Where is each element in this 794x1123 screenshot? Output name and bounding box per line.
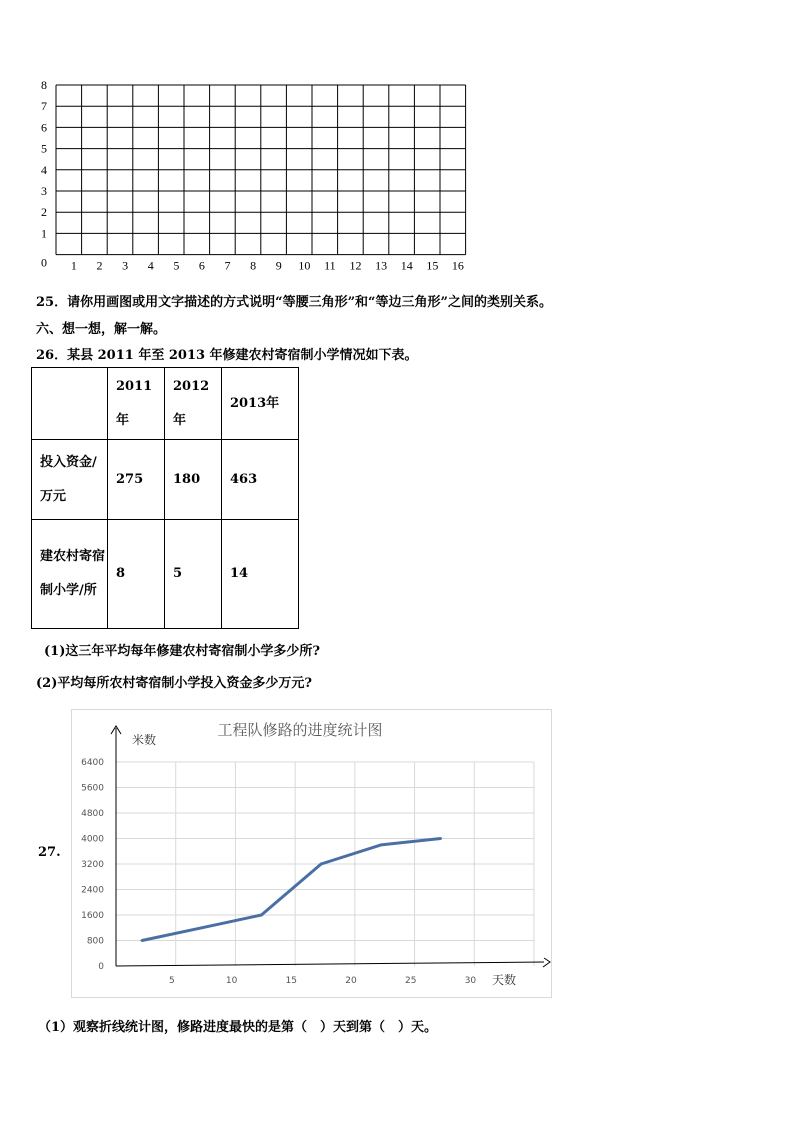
table-header-2011: 2011年 <box>108 368 165 440</box>
table-row <box>32 440 299 520</box>
question-26-sub1: (1)这三年平均每年修建农村寄宿制小学多少所? <box>44 644 320 659</box>
y-tick-label: 1600 <box>81 911 104 921</box>
progress-line-chart <box>71 709 552 998</box>
question-26: 26．某县 2011 年至 2013 年修建农村寄宿制小学情况如下表。 <box>36 348 418 363</box>
x-axis-arrow <box>543 958 550 967</box>
y-tick-label: 800 <box>86 936 104 947</box>
grid-x-label: 16 <box>451 258 464 273</box>
y-tick-label: 4800 <box>81 809 104 819</box>
grid-lines <box>56 85 466 255</box>
grid-x-label: 7 <box>224 258 231 273</box>
y-axis-label: 米数 <box>132 733 157 747</box>
x-axis-label: 天数 <box>492 973 517 987</box>
grid-x-label: 4 <box>147 258 154 273</box>
grid-x-label: 14 <box>400 258 413 273</box>
grid-y-label: 0 <box>41 255 47 270</box>
grid-x-label: 15 <box>426 258 439 273</box>
grid-y-label: 8 <box>41 78 47 92</box>
grid-x-label: 3 <box>122 258 129 273</box>
row-label-schools: 建农村寄宿制小学/所 <box>32 520 108 629</box>
grid-x-label: 6 <box>198 258 205 273</box>
table-corner-cell <box>32 368 108 440</box>
section-heading: 六、想一想，解一解。 <box>36 322 167 337</box>
y-tick-label: 5600 <box>81 783 104 794</box>
grid-x-label: 5 <box>173 258 180 273</box>
grid-x-labels <box>71 259 464 273</box>
x-tick-label: 20 <box>345 976 357 986</box>
row-label-funding: 投入资金/万元 <box>32 440 108 520</box>
question-26-sub2: (2)平均每所农村寄宿制小学投入资金多少万元? <box>36 676 312 691</box>
table-cell: 5 <box>165 520 222 629</box>
question-27-sub1: （1）观察折线统计图，修路进度最快的是第（ ）天到第（ ）天。 <box>38 1020 438 1035</box>
table-header-2012: 2012年 <box>165 368 222 440</box>
x-tick-label: 10 <box>225 976 238 986</box>
y-tick-label: 3200 <box>81 860 104 870</box>
chart-tick-labels <box>81 758 476 986</box>
grid-y-label: 7 <box>41 99 47 114</box>
grid-y-label: 5 <box>41 141 47 156</box>
grid-x-label: 12 <box>349 258 362 273</box>
grid-x-label: 8 <box>250 258 257 273</box>
data-point <box>439 837 442 840</box>
table-cell: 14 <box>222 520 299 629</box>
grid-y-label: 1 <box>41 226 47 241</box>
table-row <box>32 520 299 629</box>
x-tick-label: 25 <box>404 976 417 986</box>
x-tick-label: 30 <box>464 976 477 986</box>
data-point <box>200 926 203 929</box>
grid-y-label: 2 <box>41 205 47 220</box>
chart-title: 工程队修路的进度统计图 <box>217 721 383 739</box>
grid-x-label: 1 <box>70 258 77 273</box>
x-axis-line <box>116 962 544 966</box>
coordinate-grid <box>30 78 480 278</box>
table-cell: 8 <box>108 520 165 629</box>
grid-x-label: 13 <box>375 258 388 273</box>
table-header-row <box>32 368 299 440</box>
grid-x-label: 10 <box>298 258 311 273</box>
data-point <box>141 939 144 942</box>
data-point <box>320 863 323 866</box>
table-cell: 275 <box>108 440 165 520</box>
grid-y-label: 4 <box>41 162 47 177</box>
data-point <box>260 914 263 917</box>
grid-x-label: 9 <box>275 258 282 273</box>
y-tick-label: 6400 <box>81 758 104 768</box>
question-27-number: 27. <box>38 845 61 860</box>
grid-y-labels <box>41 78 47 270</box>
data-point <box>379 843 382 846</box>
y-tick-label: 4000 <box>81 834 104 845</box>
x-tick-label: 5 <box>168 976 175 986</box>
grid-x-label: 2 <box>96 258 103 273</box>
y-tick-label: 0 <box>98 962 104 972</box>
x-tick-label: 15 <box>285 976 298 986</box>
table-cell: 463 <box>222 440 299 520</box>
school-table <box>31 367 299 629</box>
y-tick-label: 2400 <box>81 885 104 896</box>
grid-x-label: 11 <box>324 258 336 273</box>
table-header-2013: 2013年 <box>222 368 299 440</box>
grid-y-label: 3 <box>41 184 47 198</box>
table-cell: 180 <box>165 440 222 520</box>
grid-y-label: 6 <box>41 120 47 135</box>
question-25: 25．请你用画图或用文字描述的方式说明“等腰三角形”和“等边三角形”之间的类别关系。 <box>36 295 553 310</box>
